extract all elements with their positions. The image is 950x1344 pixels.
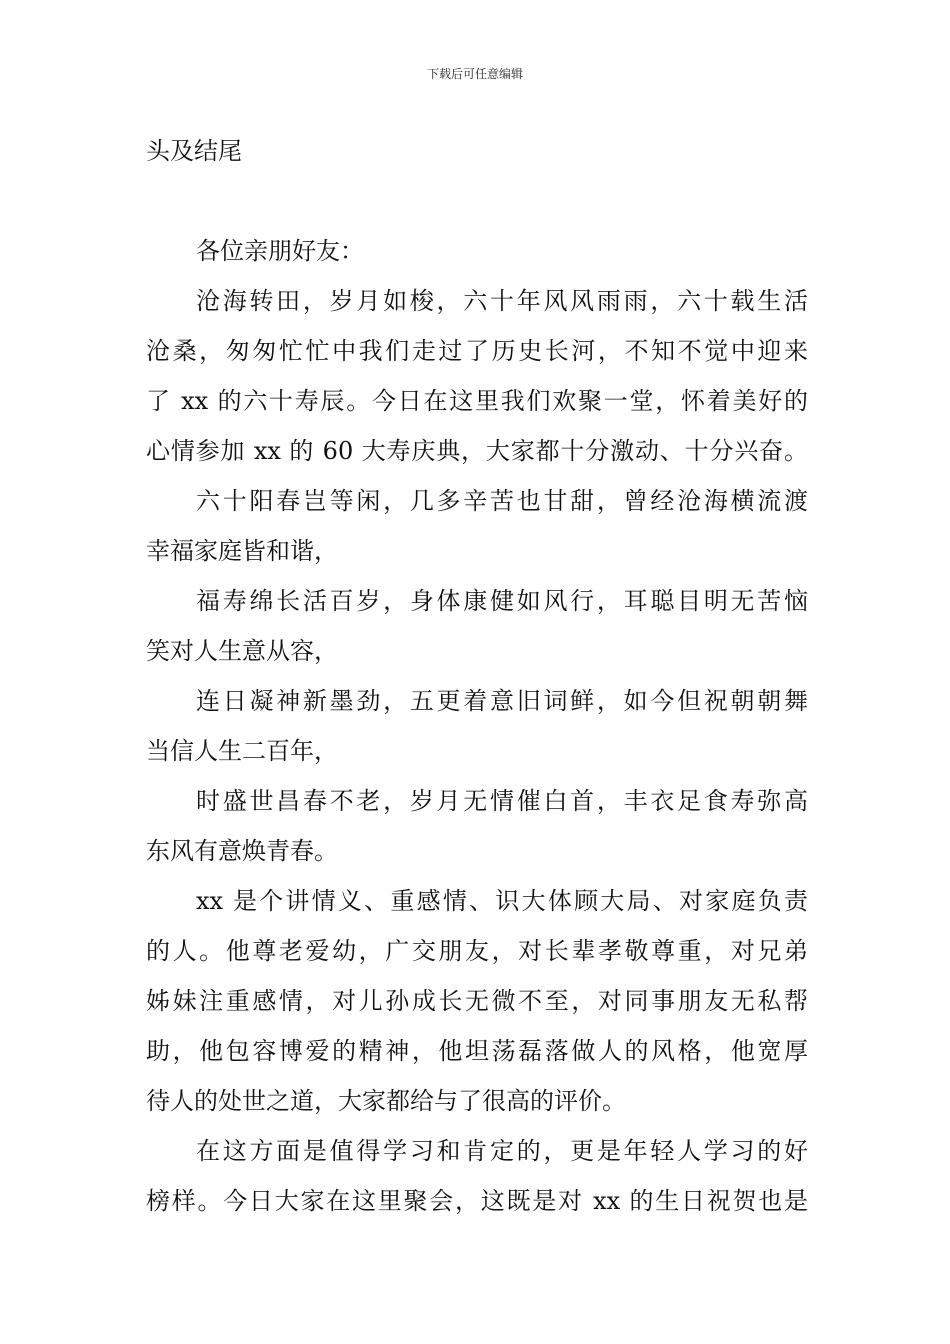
paragraph-line: 东风有意焕青春。	[146, 837, 338, 865]
paragraph-line: 心情参加 xx 的 60 大寿庆典，大家都十分激动、十分兴奋。	[146, 437, 808, 465]
paragraph-line: 沧海转田，岁月如梭，六十年风风雨雨，六十载生活	[196, 287, 808, 315]
section-heading: 头及结尾	[146, 137, 242, 165]
paragraph-line: 姊妹注重感情，对儿孙成长无微不至，对同事朋友无私帮	[146, 987, 808, 1015]
paragraph-line: 了 xx 的六十寿辰。今日在这里我们欢聚一堂，怀着美好的	[146, 387, 808, 415]
paragraph-line: 待人的处世之道，大家都给与了很高的评价。	[146, 1087, 626, 1115]
paragraph-line: 沧桑，匆匆忙忙中我们走过了历史长河，不知不觉中迎来	[146, 337, 808, 365]
paragraph-line: 幸福家庭皆和谐，	[146, 537, 338, 565]
salutation-line: 各位亲朋好友：	[196, 237, 364, 265]
paragraph-line: xx 是个讲情义、重感情、识大体顾大局、对家庭负责	[196, 887, 808, 915]
paragraph-line: 当信人生二百年，	[146, 737, 338, 765]
paragraph-line: 笑对人生意从容，	[146, 637, 338, 665]
paragraph-line: 福寿绵长活百岁，身体康健如风行，耳聪目明无苦恼	[196, 587, 808, 615]
paragraph-line: 连日凝神新墨劲，五更着意旧词鲜，如今但祝朝朝舞	[196, 687, 808, 715]
paragraph-line: 时盛世昌春不老，岁月无情催白首，丰衣足食寿弥高	[196, 787, 808, 815]
paragraph-line: 在这方面是值得学习和肯定的，更是年轻人学习的好	[196, 1137, 808, 1165]
paragraph-line: 六十阳春岂等闲，几多辛苦也甘甜，曾经沧海横流渡	[196, 487, 808, 515]
paragraph-line: 助，他包容博爱的精神，他坦荡磊落做人的风格，他宽厚	[146, 1037, 808, 1065]
paragraph-line: 榜样。今日大家在这里聚会，这既是对 xx 的生日祝贺也是	[146, 1187, 808, 1215]
page-header-note: 下载后可任意编辑	[426, 67, 523, 81]
paragraph-line: 的人。他尊老爱幼，广交朋友，对长辈孝敬尊重，对兄弟	[146, 937, 808, 965]
